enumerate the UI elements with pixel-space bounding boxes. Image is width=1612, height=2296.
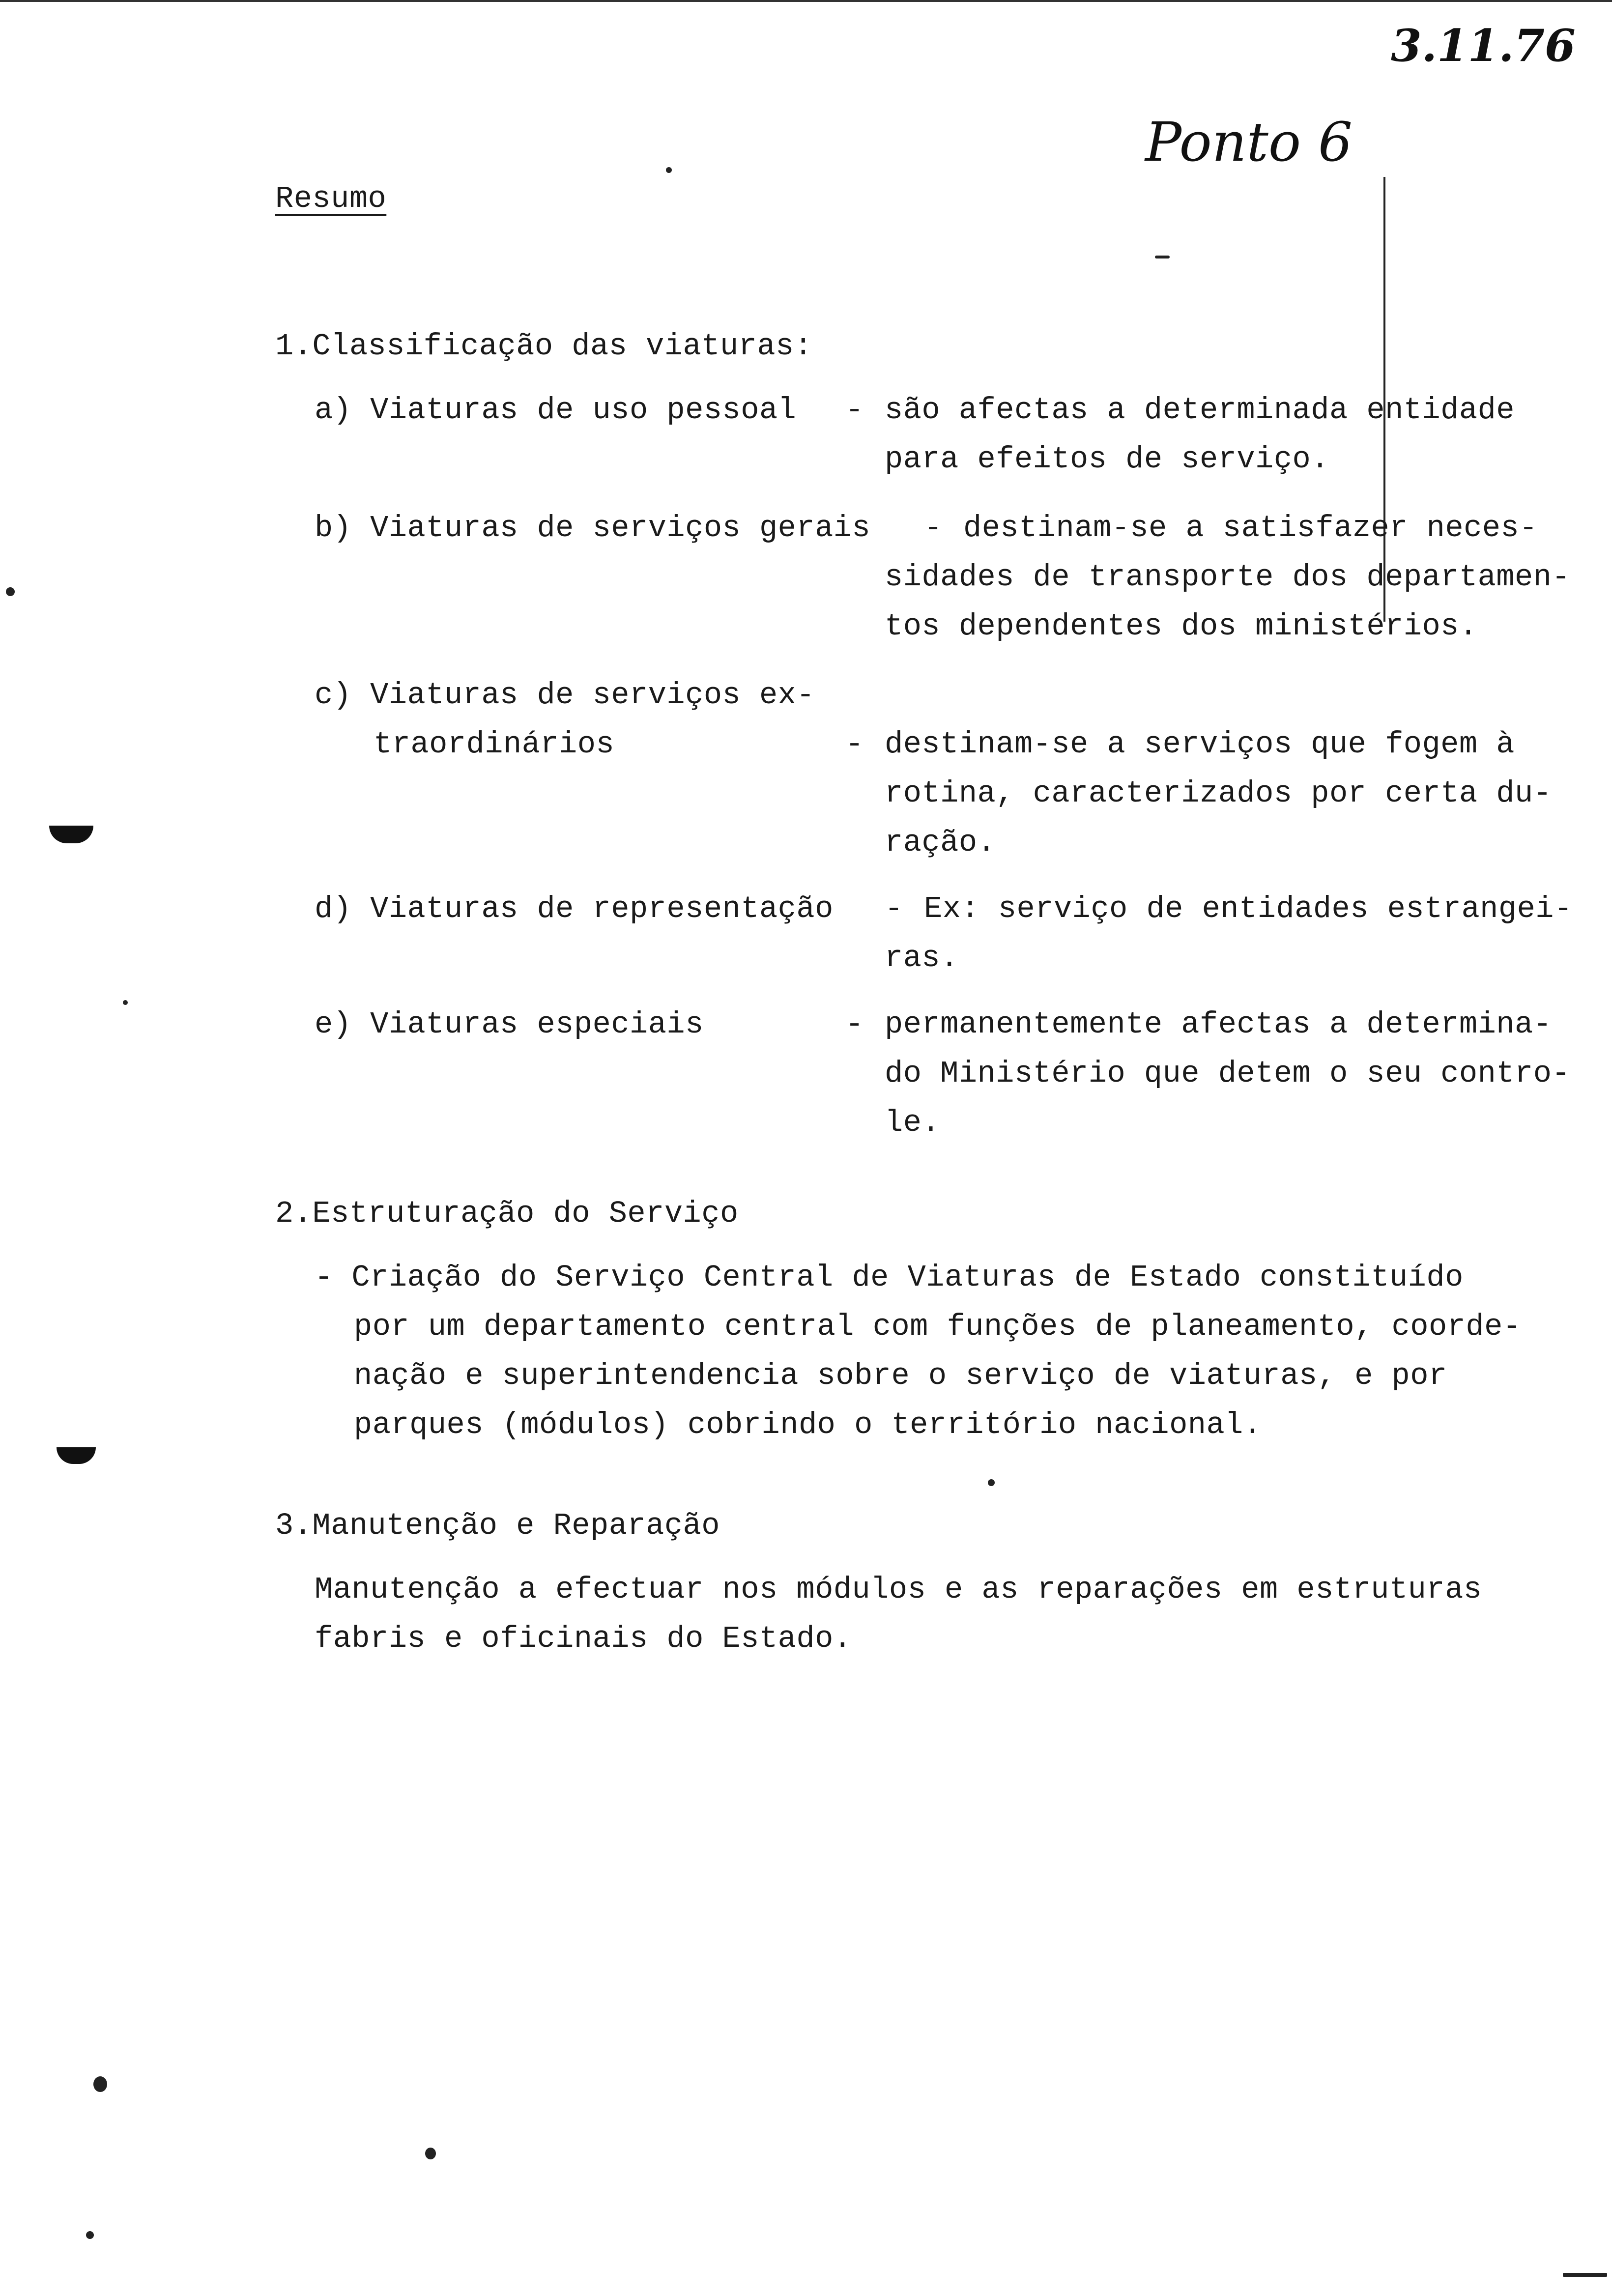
speck-7 xyxy=(123,1000,128,1005)
handwritten-note: Ponto 6 xyxy=(1145,111,1353,173)
item-a-desc-line-1: são afectas a determinada entidade xyxy=(885,393,1515,428)
section-3-line-1: Manutenção a efectuar nos módulos e as reparações em estruturas xyxy=(315,1572,1482,1607)
item-e-label: e) Viaturas especiais xyxy=(315,1007,704,1042)
speck-3 xyxy=(425,2148,436,2159)
section-2-heading: 2.Estruturação do Serviço xyxy=(275,1196,739,1231)
item-b-dash: - xyxy=(924,511,943,545)
document-title: Resumo xyxy=(275,181,387,216)
section-2-line-1: - Criação do Serviço Central de Viaturas de Estado constituído xyxy=(315,1260,1464,1295)
item-c-desc-line-3: ração. xyxy=(885,825,996,860)
item-c-dash: - xyxy=(845,727,864,762)
section-2-line-2: por um departamento central com funções de planeamento, coorde- xyxy=(354,1309,1522,1344)
section-2-line-4: parques (módulos) cobrindo o território nacional. xyxy=(354,1407,1262,1442)
speck-8 xyxy=(1155,256,1170,258)
handwritten-date: 3.11.76 xyxy=(1391,20,1576,72)
speck-6 xyxy=(666,167,672,173)
top-edge-line xyxy=(0,0,1612,2)
corner-scan-mark xyxy=(1563,2273,1607,2277)
section-1-heading: 1.Classificação das viaturas: xyxy=(275,329,813,364)
item-b-desc-line-2: sidades de transporte dos departamen- xyxy=(885,560,1571,595)
item-a-label: a) Viaturas de uso pessoal xyxy=(315,393,797,428)
item-d-label: d) Viaturas de representação xyxy=(315,891,834,926)
speck-5 xyxy=(988,1479,995,1486)
section-3-line-2: fabris e oficinais do Estado. xyxy=(315,1621,852,1656)
item-b-label: b) Viaturas de serviços gerais xyxy=(315,511,871,545)
item-a-dash: - xyxy=(845,393,864,428)
item-e-desc-line-2: do Ministério que detem o seu contro- xyxy=(885,1056,1571,1091)
speck-2 xyxy=(93,2076,107,2092)
item-b-desc-line-3: tos dependentes dos ministérios. xyxy=(885,609,1478,644)
section-3-heading: 3.Manutenção e Reparação xyxy=(275,1508,720,1543)
item-a-desc-line-2: para efeitos de serviço. xyxy=(885,442,1329,477)
item-c-label-line-1: c) Viaturas de serviços ex- xyxy=(315,678,815,713)
item-e-dash: - xyxy=(845,1007,864,1042)
item-c-desc-line-2: rotina, caracterizados por certa du- xyxy=(885,776,1552,811)
item-c-desc-line-1: destinam-se a serviços que fogem à xyxy=(885,727,1515,762)
item-e-desc-line-3: le. xyxy=(885,1105,941,1140)
binder-mark-2 xyxy=(57,1447,96,1464)
item-e-desc-line-1: permanentemente afectas a determina- xyxy=(885,1007,1552,1042)
item-d-desc-line-1: Ex: serviço de entidades estrangei- xyxy=(924,891,1573,926)
speck-1 xyxy=(6,587,15,596)
speck-4 xyxy=(86,2231,94,2239)
item-c-label-line-2: traordinários xyxy=(374,727,615,762)
section-2-line-3: nação e superintendencia sobre o serviço de viaturas, e por xyxy=(354,1358,1447,1393)
binder-mark-1 xyxy=(49,826,93,843)
item-d-dash: - xyxy=(885,891,903,926)
item-b-desc-line-1: destinam-se a satisfazer neces- xyxy=(963,511,1538,545)
item-d-desc-line-2: ras. xyxy=(885,941,959,976)
